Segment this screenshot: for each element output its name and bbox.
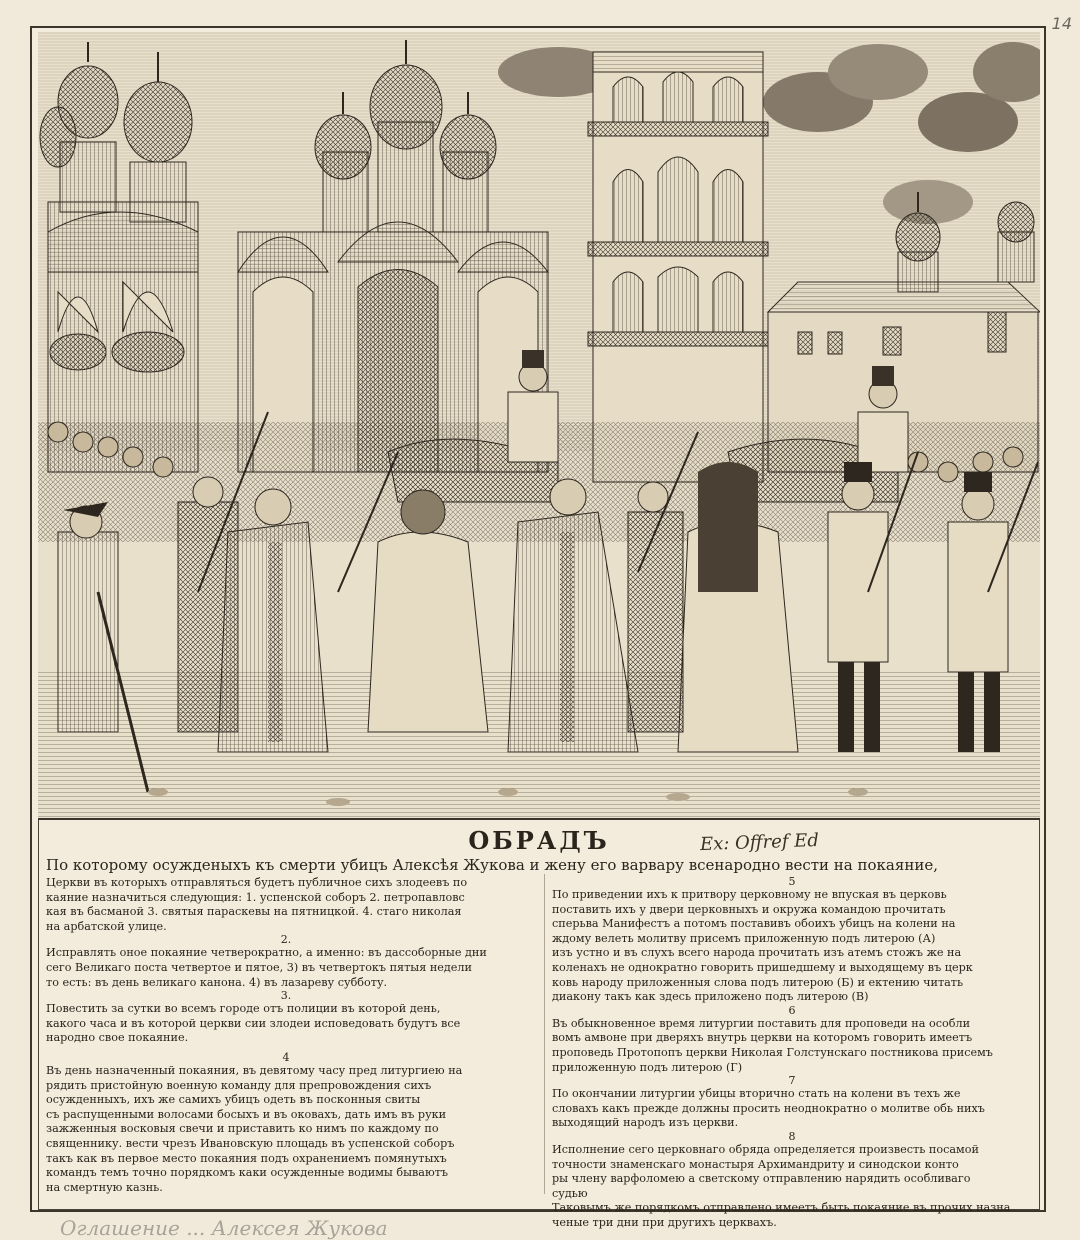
paragraph-number: 3.: [280, 990, 292, 1003]
paragraph-line: вомъ амвоне при дверяхъ внутрь церкви на которомъ говорить имеетъ: [552, 1031, 973, 1045]
paragraph-line: командъ темъ точно порядкомъ каки осужденные водимы бываютъ: [46, 1166, 449, 1180]
paragraph-line: Исправлять оное покаяние четверократно, а именно: въ дассоборные дни: [46, 946, 487, 960]
right-column: [552, 876, 1032, 1230]
paragraph-line: такъ как въ первое место покаяния подъ охранениемъ помянутыхъ: [46, 1151, 447, 1165]
paragraph-line: ковь народу приложенныя слова подъ литерою (Б) и ектению читать: [552, 975, 964, 989]
paragraph-line: ждому велеть молитву присемъ приложенную подъ литерою (А): [552, 931, 936, 945]
handwritten-signature: Ex: Offref Ed: [699, 829, 820, 856]
caption-title: ОБРАДЪ: [468, 826, 610, 855]
paragraph-line: ченые три дни при другихъ церквахъ.: [552, 1215, 777, 1229]
paragraph-line: священнику. вести чрезъ Ивановскую площадь въ успенской соборъ: [46, 1136, 455, 1150]
paragraph-line: судью: [552, 1186, 588, 1200]
paragraph-line: на смертную казнь.: [46, 1180, 163, 1194]
paragraph-line: то есть: въ день великаго канона. 4) въ лазареву субботу.: [46, 975, 388, 989]
paragraph-line: Въ обыкновенное время литургии поставить для проповеди на особли: [552, 1016, 971, 1030]
pencil-annotation: Оглашение ... Алексея Жукова: [60, 1216, 388, 1240]
paragraph-line: ры члену варфоломею а светскому отправлению нарядить особливаго: [552, 1172, 971, 1186]
paragraph-line: рядить пристойную военную команду для препровождения сихъ: [46, 1078, 432, 1092]
paragraph-number: 8: [788, 1130, 796, 1143]
paragraph-line: на арбатской улице.: [46, 919, 167, 933]
left-column: [46, 876, 526, 1195]
paragraph-line: Таковымъ же порядкомъ отправлено имеетъ быть покаяние въ прочих назна: [552, 1201, 1011, 1215]
paragraph-line: По окончании литургии убицы вторично стать на колени въ техъ же: [552, 1087, 961, 1101]
paragraph-line: точности знаменскаго монастыря Архимандриту и синодскои конто: [552, 1157, 959, 1171]
paragraph-number: 2.: [280, 934, 292, 947]
paragraph-line: какого часа и въ которой церкви сии злодеи исповедовать будутъ все: [46, 1016, 461, 1030]
paragraph-line: народно свое покаяние.: [46, 1031, 189, 1045]
paragraph-line: приложенную подъ литерою (Г): [552, 1060, 743, 1074]
engraving-illustration: [38, 32, 1040, 820]
page-number: 14: [1051, 14, 1072, 33]
paragraph-line: коленахъ не однократно говорить пришедшему и выходящему въ церк: [552, 960, 973, 974]
paragraph-line: По приведении ихъ к притвору церковному не впуская въ церковь: [552, 888, 947, 901]
paragraph-line: сего Великаго поста четвертое и пятое, 3) въ четвертокъ пятыя недели: [46, 960, 472, 974]
paragraph-number: 7: [788, 1075, 796, 1088]
paragraph-line: сперьва Манифестъ а потомъ поставивъ обоихъ убицъ на колени на: [552, 917, 956, 931]
paragraph-line: зажженныя восковыя свечи и приставить ко нимъ по каждому по: [46, 1122, 439, 1136]
paragraph-line: Церкви въ которыхъ отправляться будетъ публичное сихъ злодеевъ по: [46, 876, 468, 889]
paragraph-line: Повестить за сутки во всемъ городе отъ полиции въ которой день,: [46, 1002, 441, 1016]
paragraph-number: 4: [282, 1051, 290, 1064]
paragraph-line: поставить ихъ у двери церковныхъ и окружа командою прочитать: [552, 902, 946, 916]
paragraph-line: диакону такъ как здесь приложено подъ литерою (В): [552, 990, 869, 1004]
caption-subtitle: По которому осужденыхъ къ смерти убицъ Алексѣя Жукова и жену его варвару всенародно вести на покаяние,: [46, 856, 938, 874]
paragraph-line: осужденныхъ, ихъ же самихъ убицъ одеть въ посконныя свиты: [46, 1093, 421, 1107]
bell-tower: [588, 52, 768, 482]
paragraph-line: выходящий народъ изъ церкви.: [552, 1116, 739, 1130]
column-divider: [544, 874, 545, 1194]
paragraph-line: проповедь Протопопъ церкви Николая Голстунскаго постникова присемъ: [552, 1045, 993, 1059]
paragraph-line: Въ день назначенный покаяния, въ девятому часу пред литургиею на: [46, 1063, 463, 1077]
paragraph-line: Исполнение сего церковнаго обряда определяется произвесть посамой: [552, 1142, 979, 1156]
paragraph-number: 5: [788, 876, 796, 888]
paragraph-line: каяние назначиться следующия: 1. успенской соборъ 2. петропавловс: [46, 890, 465, 904]
paragraph-number: 6: [788, 1004, 796, 1017]
paragraph-line: словахъ какъ прежде должны просить неоднократно о молитве обь нихъ: [552, 1101, 985, 1115]
paragraph-line: изъ устно и въ слухъ всего народа прочитать изъ атемъ стожъ же на: [552, 946, 962, 960]
paragraph-line: кая въ басманой 3. святыя параскевы на пятницкой. 4. стаго николая: [46, 905, 462, 919]
paragraph-line: съ распущенными волосами босыхъ и въ оковахъ, дать имъ въ руки: [46, 1107, 447, 1121]
